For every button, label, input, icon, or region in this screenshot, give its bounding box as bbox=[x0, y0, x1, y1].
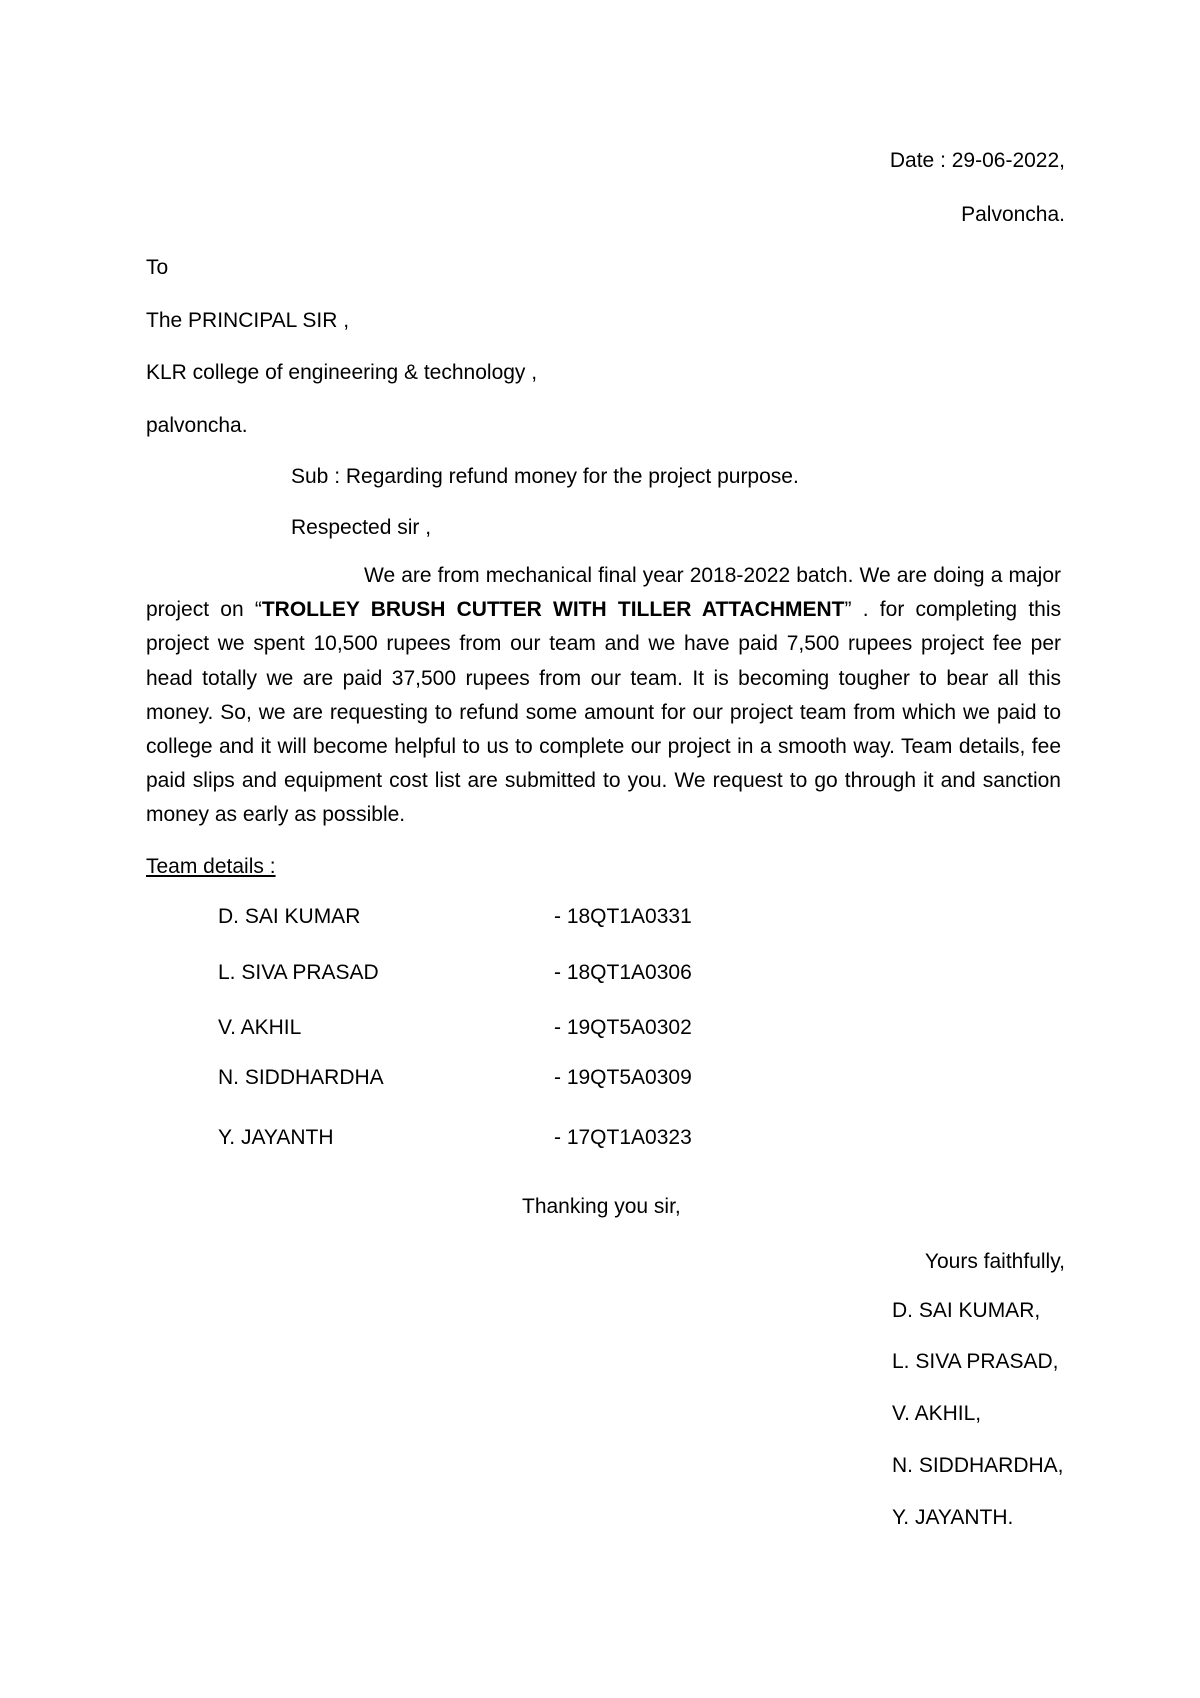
team-row bbox=[218, 1067, 778, 1093]
project-title: TROLLEY BRUSH CUTTER WITH TILLER ATTACHMENT bbox=[261, 598, 845, 622]
team-details-heading: Team details : bbox=[146, 855, 276, 878]
recipient-title: The PRINCIPAL SIR , bbox=[146, 309, 350, 332]
team-member-id: - 19QT5A0302 bbox=[554, 1016, 692, 1039]
team-row bbox=[218, 962, 778, 988]
team-row bbox=[218, 906, 778, 932]
team-member-id: - 17QT1A0323 bbox=[554, 1126, 692, 1149]
team-member-id: - 18QT1A0306 bbox=[554, 961, 692, 984]
signatory-name: Y. JAYANTH. bbox=[892, 1506, 1014, 1529]
body-text-part2: ” . for completing this project we spent 10,500 rupees from our team and we have paid 7,500 rupees project fee per head totally we are paid 37,500 rupees from our team. It is becoming tougher to bear all this money. So, we are requesting to refund some amount for our project team from which we paid to college and it will become helpful to us to complete our project in a smooth way. Team details, fee paid slips and equipment cost list are submitted to you. We request to go through it and sanction money as early as possible. bbox=[146, 598, 1062, 827]
recipient-institution: KLR college of engineering & technology , bbox=[146, 361, 538, 384]
subject-line: Sub : Regarding refund money for the project purpose. bbox=[291, 465, 799, 488]
salutation: Respected sir , bbox=[291, 516, 432, 539]
place-line: Palvoncha. bbox=[961, 203, 1065, 226]
team-member-name: Y. JAYANTH bbox=[218, 1126, 334, 1149]
signatory-name: V. AKHIL, bbox=[892, 1402, 982, 1425]
letter-body bbox=[146, 559, 1061, 833]
signoff: Yours faithfully, bbox=[924, 1250, 1065, 1273]
team-member-name: V. AKHIL bbox=[218, 1016, 302, 1039]
team-member-name: L. SIVA PRASAD bbox=[218, 961, 379, 984]
team-row bbox=[218, 1017, 778, 1043]
team-member-id: - 19QT5A0309 bbox=[554, 1066, 692, 1089]
team-member-name: N. SIDDHARDHA bbox=[218, 1066, 384, 1089]
recipient-place: palvoncha. bbox=[146, 414, 248, 437]
team-member-name: D. SAI KUMAR bbox=[218, 905, 361, 928]
closing-line: Thanking you sir, bbox=[522, 1195, 681, 1218]
date-line: Date : 29-06-2022, bbox=[889, 149, 1065, 172]
signatory-name: D. SAI KUMAR, bbox=[892, 1299, 1041, 1322]
team-member-id: - 18QT1A0331 bbox=[554, 905, 692, 928]
body-text-part1: We are from mechanical final year 2018-2022 batch. We are doing a major project on “ bbox=[146, 564, 1061, 622]
signatory-name: N. SIDDHARDHA, bbox=[892, 1454, 1064, 1477]
to-label: To bbox=[146, 256, 169, 279]
signatory-name: L. SIVA PRASAD, bbox=[892, 1350, 1059, 1373]
team-row bbox=[218, 1127, 778, 1153]
